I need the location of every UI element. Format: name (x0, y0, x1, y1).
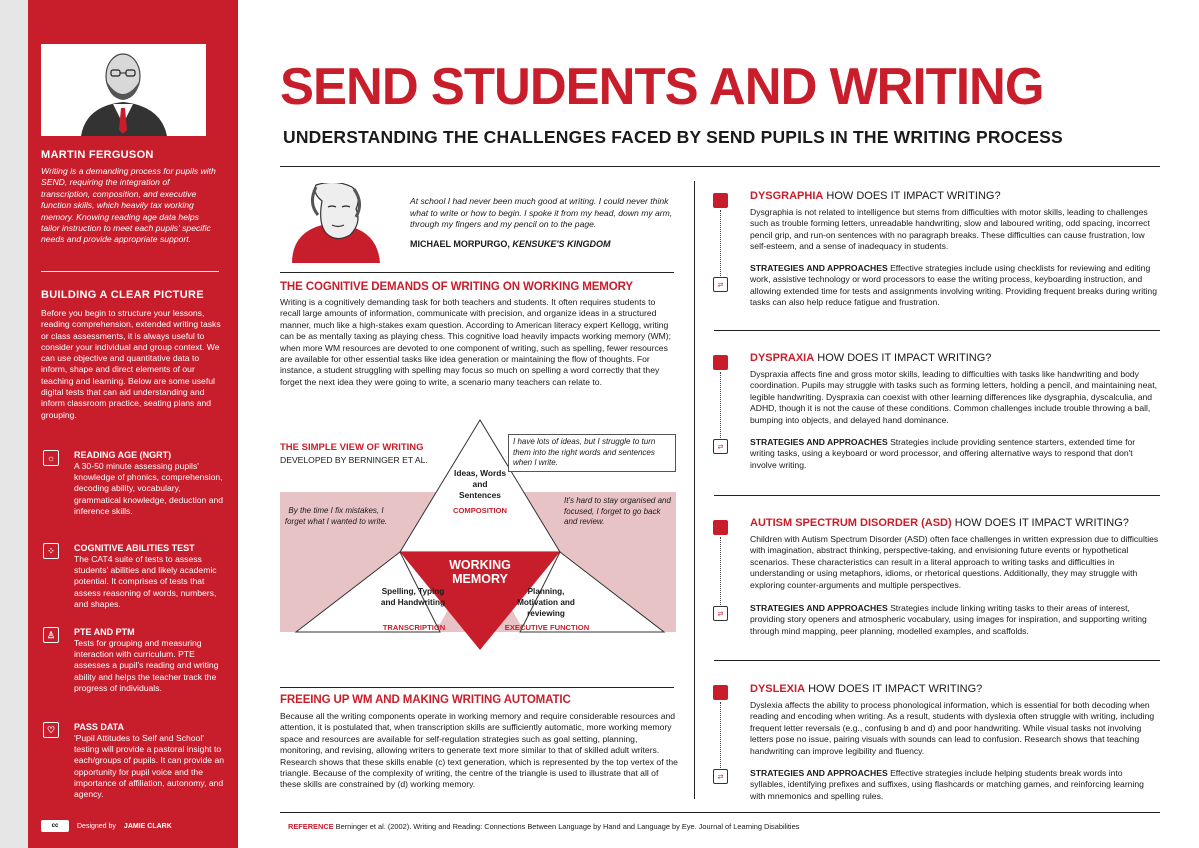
quote-author: MICHAEL MORPURGO, (410, 239, 510, 249)
condition-divider (714, 330, 1160, 331)
cognitive-body: Writing is a cognitively demanding task for both teachers and students. It often requires students to recall large amounts of information, communicate with precision, and organize ideas in a structured manner, much like a high-stakes exam question. According to American literacy expert Kellogg, writing can be as mentally taxing as playing chess. This cognitive load heavily impacts working memory (WM); when more WM resources are devoted to one component of writing, such as spelling, fewer resources are available for other essential tasks like idea generation or maintaining the flow of thoughts. For instance, a student struggling with spelling may focus so much on spelling a word correctly that they forget the next idea they were going to write, a scenario many teachers can relate to. (280, 297, 672, 387)
condition-heading (750, 517, 1129, 529)
sidebar (0, 0, 238, 848)
composition-label: Ideas, Words and Sentences (454, 468, 506, 500)
connector (720, 210, 721, 276)
condition-heading (750, 190, 1001, 202)
sidebar-item-title: COGNITIVE ABILITIES TEST (74, 543, 195, 553)
strategies-body: Effective strategies include using checklists for reviewing and editing work, assistive technology or word processors to ease the writing process, keyboarding instruction, and allowing extended time for tests and assignments involving writing. Providing frequent breaks during writing tasks can also help reduce fatigue and frustration. (750, 263, 1157, 308)
transcription-label: Spelling, Typing and Handwriting (380, 587, 446, 607)
condition-divider (714, 495, 1160, 496)
connector (720, 537, 721, 605)
author-portrait (41, 44, 206, 136)
reading-icon: ☼ (43, 450, 59, 466)
sidebar-item-text: A 30-50 minute assessing pupils' knowledge of phonics, comprehension, decoding ability, vocabulary, grammatical knowledge, deduction and inference skills. (74, 461, 224, 516)
brain-icon (713, 685, 728, 700)
executive-label: Planning, Motivation and reviewing (517, 587, 575, 618)
strategy-icon: ⇄ (713, 439, 728, 454)
diagram-subheading: DEVELOPED BY BERNINGER ET AL. (280, 455, 428, 465)
credit-prefix: Designed by (77, 822, 116, 830)
strategies-label: STRATEGIES AND APPROACHES (750, 437, 888, 447)
strategies-body: Effective strategies include helping students break words into syllables, identifying prefixes and suffixes, using flashcards or matching games, and reinforcing learning with mnemonics and spelling rules. (750, 768, 1144, 801)
condition-text: Dysgraphia is not related to intelligence but stems from difficulties with motor skills, leading to challenges such as trouble forming letters, unreadable handwriting, slow and laboured writing, odd spacing, incorrect pencil grip, and run-on sentences with no paragraph breaks. These difficulties can cause frustration, low self-esteem, and a sense of inadequacy in students. (750, 207, 1150, 252)
author-name: MARTIN FERGUSON (41, 149, 154, 161)
strategies-text (750, 603, 1160, 637)
strategies-label: STRATEGIES AND APPROACHES (750, 263, 888, 273)
condition-name: AUTISM SPECTRUM DISORDER (ASD) (750, 517, 952, 529)
condition-text: Dyslexia affects the ability to process phonological information, which is essential for both decoding when reading and encoding when writing. As a result, students with dyslexia often struggle with writing, including frequent letter reversals (e.g., confusing b and d) and poor handwriting. While visual tasks not involving letters pose no issue, pairing visuals with sounds can lead to confusion. Research shows that teaching handwriting can improve legibility and fluency. (750, 700, 1155, 756)
freeing-heading: FREEING UP WM AND MAKING WRITING AUTOMATIC (280, 694, 571, 706)
executive-caption: EXECUTIVE FUNCTION (504, 623, 590, 632)
page-title: SEND STUDENTS AND WRITING (280, 58, 1044, 116)
brain-icon (713, 355, 728, 370)
dice-icon: ⁘ (43, 543, 59, 559)
speech-bubble-transcription: By the time I fix mistakes, I forget what I wanted to write. (284, 506, 388, 526)
condition-heading (750, 352, 991, 364)
strategies-body: Strategies include linking writing tasks to their areas of interest, providing story openers and atmospheric vocabulary, using images for inspiration, and supporting writing through mind mapping, peer planning, modelled examples, and scaffolds. (750, 603, 1147, 636)
sidebar-item-text: 'Pupil Attitudes to Self and School' testing will provide a pastoral insight to each/groups of pupils. It can provide an opportunity for pupil voice and the importance of affiliation, autonomy, and agency. (74, 733, 225, 800)
strategies-label: STRATEGIES AND APPROACHES (750, 768, 888, 778)
quote-divider (280, 272, 674, 273)
condition-suffix: HOW DOES IT IMPACT WRITING? (808, 683, 983, 695)
speech-bubble-composition: I have lots of ideas, but I struggle to turn them into the right words and sentences when I write. (508, 434, 676, 472)
condition-name: DYSLEXIA (750, 683, 806, 695)
condition-text: Dyspraxia affects fine and gross motor skills, leading to difficulties with tasks like handwriting and body coordination. Pupils may struggle with tasks such as forming letters, holding a pencil, and maintaining neat, legible handwriting. Dyspraxia can coexist with other learning differences like dysgraphia, dyscalculia, and ADHD, though it is not the cause of these conditions. Common challenges include trouble throwing a ball, bumping into objects, and delayed hand dominance. (750, 369, 1157, 425)
condition-text: Children with Autism Spectrum Disorder (ASD) often face challenges in written expression due to difficulties with imagination, abstract thinking, perspective-taking, and envisioning future events or hypothetical scenarios. These characteristics can result in a literal approach to writing tasks and difficulties in understanding or using metaphors, idioms, or rhetorical questions. Additionally, they may struggle with exploring counter-arguments and multiple perspectives. (750, 534, 1159, 590)
cognitive-heading: THE COGNITIVE DEMANDS OF WRITING ON WORKING MEMORY (280, 281, 633, 293)
condition-divider (714, 660, 1160, 661)
sidebar-edge (0, 0, 28, 848)
condition-suffix: HOW DOES IT IMPACT WRITING? (826, 190, 1001, 202)
page-subtitle: UNDERSTANDING THE CHALLENGES FACED BY SEND PUPILS IN THE WRITING PROCESS (283, 127, 1063, 147)
strategies-label: STRATEGIES AND APPROACHES (750, 603, 888, 613)
condition-name: DYSPRAXIA (750, 352, 815, 364)
creative-commons-icon: cc (41, 820, 69, 832)
sidebar-item-title: READING AGE (NGRT) (74, 450, 172, 460)
author-intro: Writing is a demanding process for pupils with SEND, requiring the integration of transcription, composition, and executive function skills, which heavily tax working memory. Knowing reading age data helps tailor instruction to meet each pupils' specific needs and provide appropriate support. (41, 166, 216, 245)
author-sketch (292, 183, 398, 263)
strategy-icon: ⇄ (713, 277, 728, 292)
credit-name: JAMIE CLARK (123, 822, 172, 830)
condition-suffix: HOW DOES IT IMPACT WRITING? (817, 352, 992, 364)
transcription-caption: TRANSCRIPTION (382, 623, 446, 632)
sidebar-heading: BUILDING A CLEAR PICTURE (41, 289, 204, 301)
condition-name: DYSGRAPHIA (750, 190, 824, 202)
strategy-icon: ⇄ (713, 606, 728, 621)
strategies-body: Strategies include providing sentence starters, extended time for writing tasks, using a keyboard or word processor, and offering alternative ways to respond that don't involve writing. (750, 437, 1136, 470)
working-memory-label: WORKING MEMORY (449, 558, 511, 586)
quote-text: At school I had never been much good at writing. I could never think what to write or how to begin. I spoke it from my head, down my arm, through my fingers and my pencil on to the page. (410, 196, 673, 229)
strategies-text (750, 437, 1160, 471)
freeing-body: Because all the writing components operate in working memory and require considerable resources and attention, it is postulated that, when transcription skills are sufficiently automatic, more working memory space and resources are available for self-regulation strategies such as goal setting, planning, monitoring, and revising, allowing writers to generate text more similar to that of skilled adult writers. Research shows that these skills enable (c) text generation, which is represented by the top vertex of the triangle. Because of the complexity of writing, the centre of the triangle is used to illustrate that all of these skills are constrained by (d) working memory. (280, 711, 678, 790)
quote-source (410, 239, 611, 249)
diagram-divider (280, 687, 674, 688)
person-icon: ♙ (43, 627, 59, 643)
reference (288, 822, 799, 831)
condition-suffix: HOW DOES IT IMPACT WRITING? (954, 517, 1129, 529)
quote-work: KENSUKE'S KINGDOM (512, 239, 611, 249)
brain-icon (713, 193, 728, 208)
column-divider (694, 181, 695, 799)
sidebar-item-text: The CAT4 suite of tests to assess students' abilities and likely academic potential. It comprises of tests that assess reasoning of words, numbers, and shapes. (74, 554, 217, 609)
connector (720, 702, 721, 768)
speech-bubble-executive: It's hard to stay organised and focused, I forget to go back and review. (564, 496, 671, 526)
reference-text: Berninger et al. (2002). Writing and Reading: Connections Between Language by Hand and Language by Eye. Journal of Learning Disabilities (335, 822, 800, 831)
header-divider (280, 166, 1160, 167)
strategies-text (750, 768, 1160, 802)
hand-heart-icon: ♡ (43, 722, 59, 738)
sidebar-divider (41, 271, 219, 272)
sidebar-item-title: PTE AND PTM (74, 627, 135, 637)
condition-heading (750, 683, 982, 695)
sidebar-item-title: PASS DATA (74, 722, 125, 732)
brain-icon (713, 520, 728, 535)
credit (41, 820, 172, 832)
reference-label: REFERENCE (288, 822, 334, 831)
connector (720, 372, 721, 438)
sidebar-item-text: Tests for grouping and measuring interaction with curriculum. PTE assesses a pupil's reading and writing ability and helps the teacher track the progress of individuals. (74, 638, 219, 693)
strategy-icon: ⇄ (713, 769, 728, 784)
diagram-heading: THE SIMPLE VIEW OF WRITING (280, 442, 424, 453)
composition-caption: COMPOSITION (452, 506, 507, 515)
strategies-text (750, 263, 1160, 309)
footer-divider (280, 812, 1160, 813)
simple-view-diagram (280, 410, 676, 660)
sidebar-body: Before you begin to structure your lessons, reading comprehension, extended writing tasks or class assessments, it is always useful to consider your individual and group context. We can use objective and quantitative data to inform, shape and direct elements of our teaching and learning. Below are some useful digital tests that can aid understanding and inform classroom practice, seating plans and grouping. (41, 308, 221, 420)
